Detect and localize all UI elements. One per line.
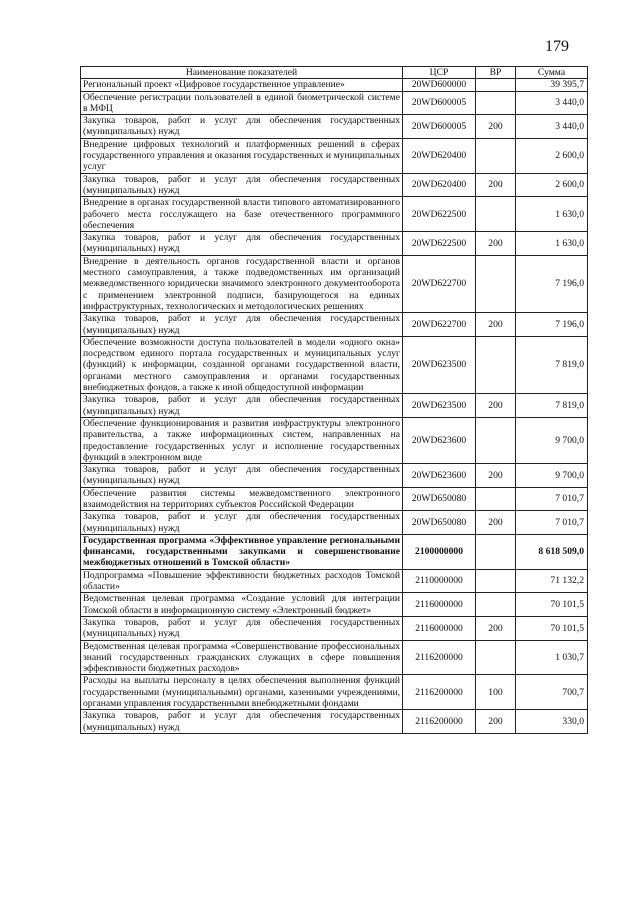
cell-sum: 7 010,7 bbox=[516, 487, 588, 511]
cell-sum: 9 700,0 bbox=[516, 417, 588, 463]
table-row bbox=[81, 173, 588, 197]
cell-sum: 9 700,0 bbox=[516, 464, 588, 488]
table-row bbox=[81, 616, 588, 640]
cell-name: Региональный проект «Цифровое государственное управление» bbox=[81, 79, 403, 91]
cell-vr bbox=[476, 255, 516, 312]
cell-vr bbox=[476, 534, 516, 569]
table-row bbox=[81, 232, 588, 256]
page-number: 179 bbox=[545, 38, 569, 55]
cell-name: Внедрение цифровых технологий и платформенных решений в сферах государственного управления и оказания государственных и муниципальных услуг bbox=[81, 138, 403, 173]
cell-code: 20WD650080 bbox=[403, 511, 476, 535]
cell-code: 2116200000 bbox=[403, 675, 476, 710]
cell-sum: 70 101,5 bbox=[516, 616, 588, 640]
cell-name: Закупка товаров, работ и услуг для обеспечения государственных (муниципальных) нужд bbox=[81, 511, 403, 535]
cell-sum: 2 600,0 bbox=[516, 138, 588, 173]
cell-name: Закупка товаров, работ и услуг для обеспечения государственных (муниципальных) нужд bbox=[81, 115, 403, 139]
cell-code: 20WD622500 bbox=[403, 232, 476, 256]
cell-vr: 200 bbox=[476, 313, 516, 337]
cell-name: Обеспечение регистрации пользователей в единой биометрической системе в МФЦ bbox=[81, 91, 403, 115]
cell-sum: 7 196,0 bbox=[516, 313, 588, 337]
cell-name: Подпрограмма «Повышение эффективности бюджетных расходов Томской области» bbox=[81, 569, 403, 593]
table-row bbox=[81, 487, 588, 511]
cell-name: Закупка товаров, работ и услуг для обеспечения государственных (муниципальных) нужд bbox=[81, 616, 403, 640]
table-row bbox=[81, 313, 588, 337]
cell-name: Закупка товаров, работ и услуг для обеспечения государственных (муниципальных) нужд bbox=[81, 394, 403, 418]
cell-sum: 1 630,0 bbox=[516, 197, 588, 232]
cell-vr: 200 bbox=[476, 710, 516, 734]
cell-sum: 700,7 bbox=[516, 675, 588, 710]
cell-vr bbox=[476, 417, 516, 463]
table-row bbox=[81, 593, 588, 617]
cell-vr: 200 bbox=[476, 394, 516, 418]
cell-code: 20WD650080 bbox=[403, 487, 476, 511]
cell-name: Закупка товаров, работ и услуг для обеспечения государственных (муниципальных) нужд bbox=[81, 710, 403, 734]
table-row bbox=[81, 534, 588, 569]
table-row bbox=[81, 336, 588, 393]
table-row bbox=[81, 394, 588, 418]
cell-vr bbox=[476, 640, 516, 675]
cell-sum: 3 440,0 bbox=[516, 115, 588, 139]
cell-code: 2116200000 bbox=[403, 710, 476, 734]
cell-name: Расходы на выплаты персоналу в целях обеспечения выполнения функций государственными (муниципальными) органами, казенными учреждениями, органами управления государственными внебюджетными фондами bbox=[81, 675, 403, 710]
cell-vr: 200 bbox=[476, 115, 516, 139]
cell-name: Ведомственная целевая программа «Совершенствование профессиональных знаний государственных гражданских служащих в сфере повышения эффективности бюджетных расходов» bbox=[81, 640, 403, 675]
cell-code: 20WD623500 bbox=[403, 394, 476, 418]
cell-code: 20WD623600 bbox=[403, 464, 476, 488]
table-row bbox=[81, 511, 588, 535]
cell-vr bbox=[476, 197, 516, 232]
table-row bbox=[81, 675, 588, 710]
cell-code: 20WD620400 bbox=[403, 173, 476, 197]
cell-code: 20WD623500 bbox=[403, 336, 476, 393]
header-code: ЦСР bbox=[403, 67, 476, 79]
cell-code: 20WD622700 bbox=[403, 255, 476, 312]
cell-code: 20WD620400 bbox=[403, 138, 476, 173]
header-name: Наименование показателей bbox=[81, 67, 403, 79]
cell-vr bbox=[476, 91, 516, 115]
table-row bbox=[81, 255, 588, 312]
cell-sum: 3 440,0 bbox=[516, 91, 588, 115]
cell-vr: 200 bbox=[476, 464, 516, 488]
cell-code: 2110000000 bbox=[403, 569, 476, 593]
cell-name: Закупка товаров, работ и услуг для обеспечения государственных (муниципальных) нужд bbox=[81, 232, 403, 256]
cell-code: 2116200000 bbox=[403, 640, 476, 675]
cell-name: Закупка товаров, работ и услуг для обеспечения государственных (муниципальных) нужд bbox=[81, 464, 403, 488]
cell-sum: 330,0 bbox=[516, 710, 588, 734]
cell-vr bbox=[476, 569, 516, 593]
cell-code: 2100000000 bbox=[403, 534, 476, 569]
cell-vr bbox=[476, 138, 516, 173]
cell-sum: 70 101,5 bbox=[516, 593, 588, 617]
table-header-row bbox=[81, 67, 588, 79]
cell-vr: 200 bbox=[476, 511, 516, 535]
cell-vr: 200 bbox=[476, 232, 516, 256]
cell-name: Обеспечение развития системы межведомственного электронного взаимодействия на территориях субъектов Российской Федерации bbox=[81, 487, 403, 511]
cell-sum: 2 600,0 bbox=[516, 173, 588, 197]
cell-name: Закупка товаров, работ и услуг для обеспечения государственных (муниципальных) нужд bbox=[81, 313, 403, 337]
table-row bbox=[81, 710, 588, 734]
cell-code: 20WD600000 bbox=[403, 79, 476, 91]
cell-sum: 7 819,0 bbox=[516, 336, 588, 393]
cell-code: 20WD600005 bbox=[403, 115, 476, 139]
table-row bbox=[81, 79, 588, 91]
cell-vr bbox=[476, 487, 516, 511]
cell-vr bbox=[476, 79, 516, 91]
cell-code: 2116000000 bbox=[403, 593, 476, 617]
cell-name: Закупка товаров, работ и услуг для обеспечения государственных (муниципальных) нужд bbox=[81, 173, 403, 197]
cell-code: 20WD622500 bbox=[403, 197, 476, 232]
cell-vr bbox=[476, 593, 516, 617]
header-sum: Сумма bbox=[516, 67, 588, 79]
table-row bbox=[81, 417, 588, 463]
cell-code: 20WD623600 bbox=[403, 417, 476, 463]
cell-sum: 7 010,7 bbox=[516, 511, 588, 535]
cell-name: Обеспечение возможности доступа пользователей в модели «одного окна» посредством единого портала государственных и муниципальных услуг (функций) к информации, созданной органами государственной власти, органами местного самоуправления и органами государственных внебюджетных фондов, а также к иной общедоступной информации bbox=[81, 336, 403, 393]
table-body bbox=[81, 79, 588, 734]
table-row bbox=[81, 197, 588, 232]
cell-name: Обеспечение функционирования и развития инфраструктуры электронного правительства, а также информационных систем, направленных на предоставление государственных услуг и исполнение государственных функций в электронном виде bbox=[81, 417, 403, 463]
cell-code: 20WD622700 bbox=[403, 313, 476, 337]
table-row bbox=[81, 91, 588, 115]
cell-name: Ведомственная целевая программа «Создание условий для интеграции Томской области в информационную систему «Электронный бюджет» bbox=[81, 593, 403, 617]
cell-vr bbox=[476, 336, 516, 393]
table-row bbox=[81, 569, 588, 593]
cell-name: Внедрение в органах государственной власти типового автоматизированного рабочего места госслужащего на базе отечественного программного обеспечения bbox=[81, 197, 403, 232]
cell-sum: 8 618 509,0 bbox=[516, 534, 588, 569]
cell-code: 20WD600005 bbox=[403, 91, 476, 115]
cell-sum: 7 196,0 bbox=[516, 255, 588, 312]
table-row bbox=[81, 138, 588, 173]
cell-name: Государственная программа «Эффективное управление региональными финансами, государственными закупками и совершенствование межбюджетных отношений в Томской области» bbox=[81, 534, 403, 569]
cell-sum: 71 132,2 bbox=[516, 569, 588, 593]
cell-vr: 100 bbox=[476, 675, 516, 710]
cell-sum: 1 630,0 bbox=[516, 232, 588, 256]
cell-code: 2116000000 bbox=[403, 616, 476, 640]
cell-vr: 200 bbox=[476, 616, 516, 640]
header-vr: ВР bbox=[476, 67, 516, 79]
table-row bbox=[81, 640, 588, 675]
budget-table bbox=[80, 66, 588, 734]
table-row bbox=[81, 464, 588, 488]
cell-sum: 7 819,0 bbox=[516, 394, 588, 418]
cell-name: Внедрение в деятельность органов государственной власти и органов местного самоуправления, а также подведомственных им организаций межведомственного юридически значимого электронного документооборота с применением электронной подписи, базирующегося на единых инфраструктурных, технологических и методологических решениях bbox=[81, 255, 403, 312]
table-row bbox=[81, 115, 588, 139]
cell-vr: 200 bbox=[476, 173, 516, 197]
cell-sum: 39 395,7 bbox=[516, 79, 588, 91]
cell-sum: 1 030,7 bbox=[516, 640, 588, 675]
